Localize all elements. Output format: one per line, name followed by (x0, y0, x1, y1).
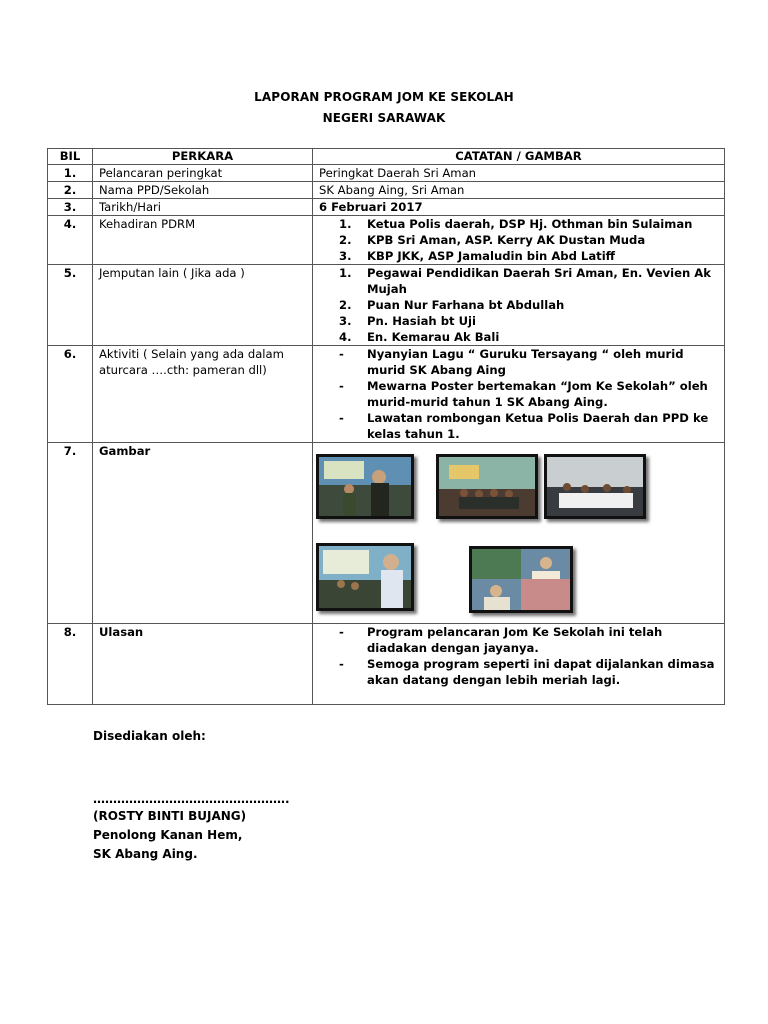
row-note (313, 346, 725, 443)
list-item: - Semoga program seperti ini dapat dijalankan dimasa akan datang dengan lebih meriah lagi. (339, 657, 715, 687)
row-note (313, 216, 725, 265)
list-item: - Mewarna Poster bertemakan “Jom Ke Sekolah” oleh murid-murid tahun 1 SK Abang Aing. (339, 379, 708, 409)
row-number: 7. (48, 443, 93, 624)
event-photo (469, 546, 573, 613)
report-title: LAPORAN PROGRAM JOM KE SEKOLAH (254, 90, 514, 104)
row-note: Peringkat Daerah Sri Aman (313, 165, 725, 182)
activity-list (319, 346, 718, 442)
photo-cell (313, 443, 725, 624)
list-item: - Program pelancaran Jom Ke Sekolah ini telah diadakan dengan jayanya. (339, 625, 663, 655)
table-row (48, 216, 725, 265)
event-photo (544, 454, 646, 519)
list-item: - Lawatan rombongan Ketua Polis Daerah dan PPD ke kelas tahun 1. (339, 411, 709, 441)
row-note: 6 Februari 2017 (313, 199, 725, 216)
row-number: 3. (48, 199, 93, 216)
row-number: 2. (48, 182, 93, 199)
row-note (313, 624, 725, 705)
row-number: 4. (48, 216, 93, 265)
row-number: 5. (48, 265, 93, 346)
list-item: 2. Puan Nur Farhana bt Abdullah (339, 298, 565, 312)
police-list (319, 216, 718, 264)
prepared-by-label: Disediakan oleh: (93, 729, 206, 743)
event-photo (316, 543, 414, 611)
header-bil: BIL (48, 149, 93, 165)
header-catatan: CATATAN / GAMBAR (313, 149, 725, 165)
row-note (313, 265, 725, 346)
list-item: 3. KBP JKK, ASP Jamaludin bin Abd Latiff (339, 249, 616, 263)
table-row (48, 443, 725, 624)
photo-gallery (313, 443, 724, 623)
signatory-position: Penolong Kanan Hem, (93, 828, 243, 842)
row-item: Tarikh/Hari (93, 199, 313, 216)
row-number: 6. (48, 346, 93, 443)
signatory-organization: SK Abang Aing. (93, 847, 198, 861)
table-row (48, 265, 725, 346)
row-item: Nama PPD/Sekolah (93, 182, 313, 199)
table-row (48, 199, 725, 216)
signature-line: …………………………………………. (93, 792, 290, 806)
row-number: 8. (48, 624, 93, 705)
signatory-name: (ROSTY BINTI BUJANG) (93, 809, 247, 823)
review-list (319, 624, 718, 688)
row-item: Gambar (93, 443, 313, 624)
table-row (48, 165, 725, 182)
list-item: 3. Pn. Hasiah bt Uji (339, 314, 476, 328)
table-row (48, 182, 725, 199)
row-number: 1. (48, 165, 93, 182)
table-row (48, 624, 725, 705)
report-table (47, 148, 725, 705)
guest-list (319, 265, 718, 345)
list-item: 1. Pegawai Pendidikan Daerah Sri Aman, En. Vevien Ak Mujah (339, 266, 711, 296)
table-row (48, 346, 725, 443)
header-perkara: PERKARA (93, 149, 313, 165)
row-item: Ulasan (93, 624, 313, 705)
row-item: Jemputan lain ( Jika ada ) (93, 265, 313, 346)
row-item: Kehadiran PDRM (93, 216, 313, 265)
event-photo (436, 454, 538, 519)
row-note: SK Abang Aing, Sri Aman (313, 182, 725, 199)
row-item: Aktiviti ( Selain yang ada dalam aturcara ….cth: pameran dll) (93, 346, 313, 443)
list-item: 4. En. Kemarau Ak Bali (339, 330, 500, 344)
report-subtitle: NEGERI SARAWAK (322, 111, 446, 125)
list-item: - Nyanyian Lagu “ Guruku Tersayang “ oleh murid murid SK Abang Aing (339, 347, 684, 377)
row-item: Pelancaran peringkat (93, 165, 313, 182)
list-item: 2. KPB Sri Aman, ASP. Kerry AK Dustan Muda (339, 233, 646, 247)
list-item: 1. Ketua Polis daerah, DSP Hj. Othman bin Sulaiman (339, 217, 693, 231)
event-photo (316, 454, 414, 519)
